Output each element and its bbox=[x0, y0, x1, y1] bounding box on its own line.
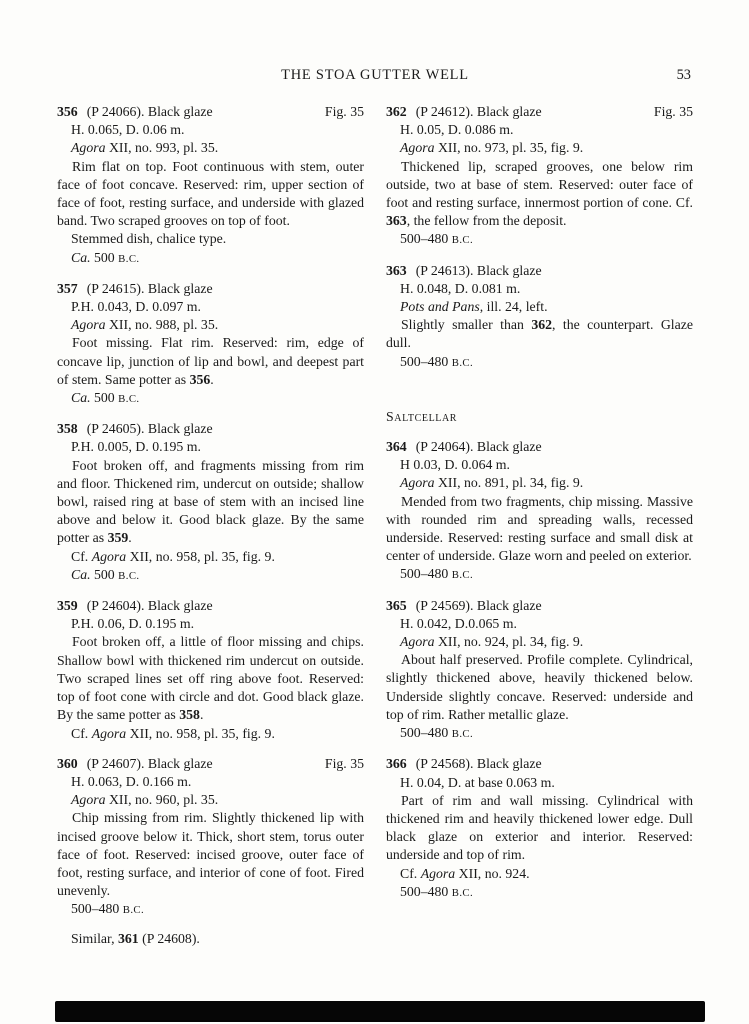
entry-number: 357 bbox=[57, 280, 78, 296]
text-span: Thickened lip, scraped grooves, one below rim outside, two at base of stem. Reserved: outer face of foot and resting surface, innermost portion of cone. Cf. bbox=[386, 158, 693, 211]
text-span: H. 0.065, D. 0.06 m. bbox=[71, 122, 185, 138]
entry-line bbox=[400, 353, 693, 372]
entry-line bbox=[400, 230, 693, 249]
text-span: 362 bbox=[531, 317, 553, 333]
text-span: 500–480 bbox=[71, 901, 123, 917]
text-span: (P 24608). bbox=[138, 930, 200, 946]
entry-paragraph bbox=[386, 651, 693, 724]
text-span: B.C. bbox=[122, 904, 145, 917]
entry-number: 363 bbox=[386, 262, 407, 278]
text-span: Similar, bbox=[71, 930, 118, 946]
text-span: Agora bbox=[400, 475, 435, 491]
entry-line bbox=[71, 615, 364, 633]
text-span: Agora bbox=[400, 140, 435, 156]
text-span: Cf. bbox=[71, 548, 92, 564]
text-span: Ca. bbox=[71, 390, 91, 406]
entry-heading bbox=[57, 755, 364, 773]
entry-title bbox=[386, 103, 542, 121]
section-heading: Saltcellar bbox=[386, 408, 458, 424]
text-span: Agora bbox=[71, 317, 106, 333]
text-span: . bbox=[128, 530, 132, 546]
entry-number: 360 bbox=[57, 755, 78, 771]
text-span: . bbox=[199, 707, 204, 723]
entry-line bbox=[71, 121, 364, 139]
text-span: H. 0.063, D. 0.166 m. bbox=[71, 773, 192, 789]
entry-title bbox=[57, 103, 213, 121]
text-span: Agora bbox=[71, 140, 106, 156]
text-span: 500–480 bbox=[400, 883, 452, 899]
text-span: Rim flat on top. Foot continuous with stem, outer face of foot concave. Reserved: rim, upper section of face of foot, resting surface, and underside with glazed band. Two scraped grooves on top of foot. bbox=[57, 158, 364, 229]
entry-title bbox=[57, 420, 213, 438]
figure-reference: Fig. 35 bbox=[324, 755, 364, 771]
entry-line bbox=[400, 456, 693, 474]
text-span: 361 bbox=[117, 930, 139, 946]
text-span: P.H. 0.043, D. 0.097 m. bbox=[71, 299, 201, 315]
text-span: Part of rim and wall missing. Cylindrical with thickened rim and heavily thickened lower edge. Dull black glaze on exterior and interior. Reserved: underside and top of rim. bbox=[386, 792, 693, 863]
entry-paragraph bbox=[57, 158, 364, 231]
entry-title bbox=[57, 755, 213, 773]
text-span: About half preserved. Profile complete. Cylindrical, slightly thickened above, heavily thickened below. Underside slightly concave. Reserved: underside and top of rim. Rather metallic glaze. bbox=[386, 652, 693, 722]
entry-number: 365 bbox=[386, 597, 407, 613]
text-span: XII, no. 988, pl. 35. bbox=[105, 317, 219, 333]
entry-heading bbox=[386, 755, 693, 773]
entry-line bbox=[71, 900, 364, 919]
entry-heading bbox=[386, 597, 693, 615]
running-title: THE STOA GUTTER WELL bbox=[281, 67, 469, 83]
text-span: P.H. 0.06, D. 0.195 m. bbox=[71, 616, 195, 632]
text-span: , ill. 24, left. bbox=[479, 299, 548, 315]
text-span: XII, no. 958, pl. 35, fig. 9. bbox=[126, 725, 275, 741]
text-span: Chip missing from rim. Slightly thickened lip with incised groove below it. Thick, short stem, torus outer face of foot. Reserved: incised groove, outer face of foot, resting surface, and interior of cone of foot. Fired unevenly. bbox=[57, 810, 364, 899]
entry-number: 359 bbox=[57, 598, 78, 614]
entry-line bbox=[71, 389, 364, 408]
entry-line bbox=[400, 280, 693, 298]
text-span: H. 0.048, D. 0.081 m. bbox=[400, 280, 521, 296]
text-span: Foot broken off, and fragments missing from rim and floor. Thickened rim, undercut on outside; shallow bowl, raised ring at base of stem with an incised line above and below it. Good black glaze. By the same potter as bbox=[57, 457, 364, 546]
text-span: 359 bbox=[107, 530, 129, 546]
entry-number: 358 bbox=[57, 421, 78, 437]
text-span: Foot missing. Flat rim. Reserved: rim, edge of concave lip, junction of lip and bowl, and deepest part of stem. Same potter as bbox=[57, 335, 364, 387]
entry-id-description: (P 24612). Black glaze bbox=[415, 104, 542, 119]
text-span: B.C. bbox=[451, 234, 474, 247]
text-span: B.C. bbox=[451, 728, 474, 741]
entry-line bbox=[71, 930, 364, 948]
entry-line bbox=[71, 725, 364, 743]
text-span: 500 bbox=[90, 390, 119, 406]
entry-line bbox=[400, 565, 693, 584]
entry-heading bbox=[57, 103, 364, 121]
text-span: XII, no. 960, pl. 35. bbox=[105, 792, 219, 808]
text-span: Foot broken off, a little of floor missing and chips. Shallow bowl with thickened rim undercut on outside. Two scraped lines set off ring above foot. Reserved: top of foot cone with circle and dot. Good black glaze. By the same potter as bbox=[57, 634, 364, 723]
text-span: 500 bbox=[90, 249, 119, 265]
page-header bbox=[57, 66, 693, 86]
entry-line bbox=[71, 791, 364, 809]
entry-id-description: (P 24604). Black glaze bbox=[86, 598, 213, 614]
entry-title bbox=[57, 597, 213, 615]
entry-id-description: (P 24569). Black glaze bbox=[415, 597, 542, 613]
entry-title bbox=[57, 280, 213, 298]
text-span: 363 bbox=[386, 213, 407, 229]
text-span: B.C. bbox=[451, 886, 474, 899]
text-span: Agora bbox=[420, 865, 456, 881]
entry-heading bbox=[386, 262, 693, 280]
text-columns bbox=[57, 103, 693, 948]
text-span: Ca. bbox=[71, 566, 91, 582]
text-span: H. 0.05, D. 0.086 m. bbox=[400, 122, 514, 138]
entry-line bbox=[400, 298, 693, 316]
text-span: H 0.03, D. 0.064 m. bbox=[400, 457, 510, 473]
text-span: B.C. bbox=[451, 356, 474, 369]
entry-heading bbox=[386, 103, 693, 121]
entry-paragraph bbox=[57, 809, 364, 900]
entry-id-description: (P 24615). Black glaze bbox=[86, 280, 213, 296]
entry-number: 356 bbox=[57, 104, 78, 119]
entry-line bbox=[71, 548, 364, 566]
text-span: 500–480 bbox=[400, 353, 452, 369]
text-span: 500–480 bbox=[400, 725, 452, 741]
column-right bbox=[386, 103, 693, 948]
text-span: Agora bbox=[91, 548, 127, 564]
text-span: XII, no. 924, pl. 34, fig. 9. bbox=[434, 634, 584, 650]
entry-line bbox=[400, 633, 693, 651]
entry-heading bbox=[57, 420, 364, 438]
entry-line bbox=[71, 438, 364, 456]
entry-title bbox=[386, 597, 542, 615]
entry-title bbox=[386, 438, 542, 456]
text-span: P.H. 0.005, D. 0.195 m. bbox=[71, 439, 201, 455]
text-span: 358 bbox=[179, 707, 200, 723]
text-span: , the fellow from the deposit. bbox=[406, 213, 567, 229]
text-span: XII, no. 973, pl. 35, fig. 9. bbox=[434, 140, 584, 156]
entry-number: 366 bbox=[386, 756, 407, 772]
text-span: XII, no. 924. bbox=[455, 865, 530, 881]
text-span: Agora bbox=[400, 634, 435, 650]
entry-line bbox=[71, 249, 364, 268]
text-span: Cf. bbox=[71, 725, 92, 741]
text-span: 500–480 bbox=[400, 231, 452, 247]
text-span: Stemmed dish, chalice type. bbox=[71, 231, 227, 247]
scan-artifact-bar bbox=[55, 1001, 705, 1022]
text-span: , the counterpart. Glaze dull. bbox=[386, 317, 693, 351]
figure-reference: Fig. 35 bbox=[653, 104, 693, 119]
entry-id-description: (P 24607). Black glaze bbox=[86, 755, 213, 771]
text-span: XII, no. 891, pl. 34, fig. 9. bbox=[434, 475, 584, 491]
entry-paragraph bbox=[386, 316, 693, 352]
entry-line bbox=[400, 615, 693, 633]
text-span: Pots and Pans bbox=[400, 299, 480, 315]
entry-paragraph bbox=[386, 158, 693, 231]
entry-id-description: (P 24066). Black glaze bbox=[86, 104, 213, 119]
text-span: B.C. bbox=[118, 393, 140, 406]
figure-reference: Fig. 35 bbox=[324, 104, 364, 119]
entry-line bbox=[71, 773, 364, 791]
entry-line bbox=[400, 121, 693, 139]
text-span: H. 0.042, D.0.065 m. bbox=[400, 615, 517, 631]
entry-heading bbox=[386, 438, 693, 456]
entry-id-description: (P 24064). Black glaze bbox=[415, 439, 542, 455]
entry-title bbox=[386, 262, 542, 280]
entry-line bbox=[400, 774, 693, 792]
text-span: . bbox=[210, 371, 214, 387]
entry-line bbox=[71, 298, 364, 316]
text-span: B.C. bbox=[118, 252, 140, 265]
entry-paragraph bbox=[386, 493, 693, 566]
entry-line bbox=[71, 316, 364, 334]
text-span: XII, no. 993, pl. 35. bbox=[105, 140, 219, 156]
entry-line bbox=[400, 139, 693, 157]
entry-id-description: (P 24605). Black glaze bbox=[86, 421, 213, 437]
text-span: B.C. bbox=[451, 569, 474, 582]
entry-line bbox=[71, 139, 364, 157]
text-span: B.C. bbox=[118, 569, 140, 582]
text-span: 356 bbox=[189, 371, 211, 387]
entry-line bbox=[71, 230, 364, 248]
entry-number: 362 bbox=[386, 104, 407, 119]
column-left bbox=[57, 103, 364, 948]
page-number: 53 bbox=[676, 67, 691, 83]
entry-line bbox=[400, 883, 693, 902]
entry-line bbox=[400, 724, 693, 743]
entry-paragraph bbox=[57, 334, 364, 389]
entry-line bbox=[400, 474, 693, 492]
entry-id-description: (P 24568). Black glaze bbox=[415, 756, 542, 772]
entry-id-description: (P 24613). Black glaze bbox=[415, 262, 542, 278]
text-span: 500–480 bbox=[400, 566, 452, 582]
text-span: 500 bbox=[90, 566, 119, 582]
text-span: Cf. bbox=[400, 865, 421, 881]
entry-heading bbox=[57, 280, 364, 298]
entry-paragraph bbox=[57, 633, 364, 724]
text-span: Agora bbox=[91, 725, 127, 741]
entry-title bbox=[386, 755, 542, 773]
entry-paragraph bbox=[386, 792, 693, 865]
text-span: H. 0.04, D. at base 0.063 m. bbox=[400, 774, 555, 790]
text-span: Mended from two fragments, chip missing. Massive with rounded rim and spreading walls, recessed underside. Reserved: resting surface and small disk at center of underside. Glaze worn and peeled on exterior. bbox=[386, 493, 693, 564]
text-span: Ca. bbox=[71, 249, 91, 265]
entry-line bbox=[71, 566, 364, 585]
entry-number: 364 bbox=[386, 439, 407, 455]
text-span: Agora bbox=[71, 792, 106, 808]
entry-heading bbox=[57, 597, 364, 615]
text-span: XII, no. 958, pl. 35, fig. 9. bbox=[126, 548, 275, 564]
entry-paragraph bbox=[57, 457, 364, 548]
entry-line bbox=[400, 865, 693, 883]
text-span: Slightly smaller than bbox=[401, 317, 532, 333]
